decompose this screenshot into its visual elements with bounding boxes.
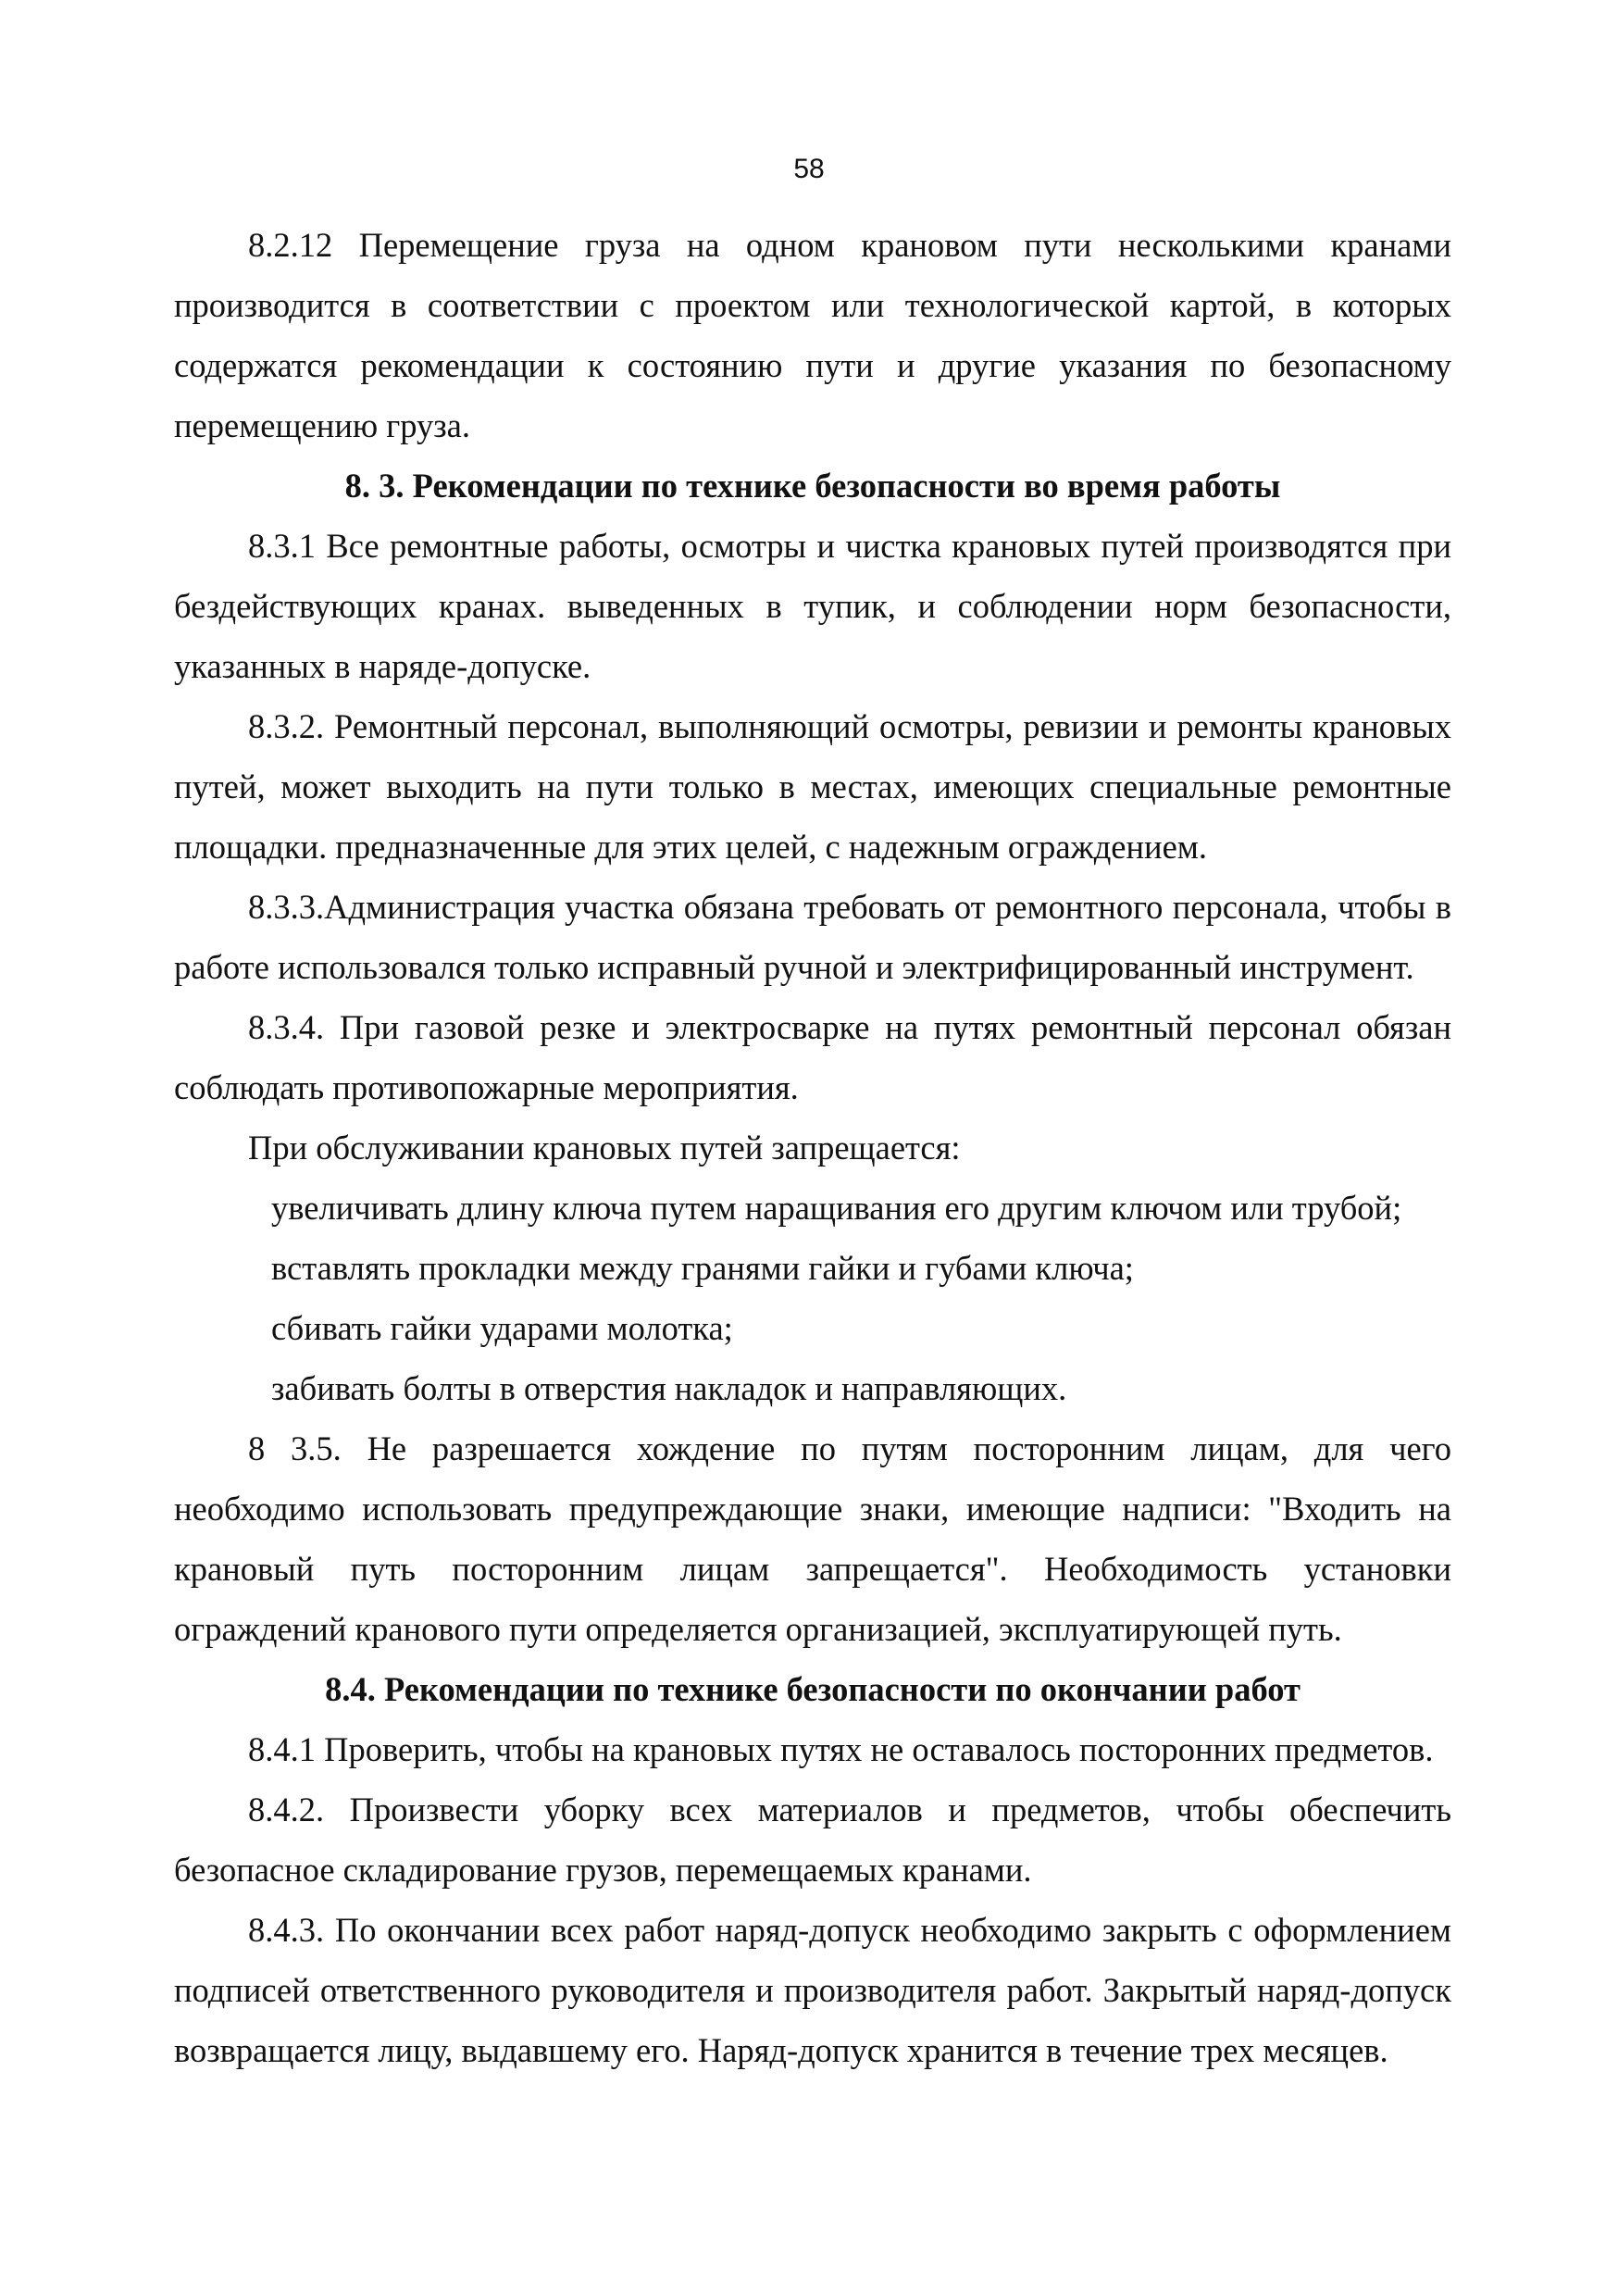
paragraph-8-4-1: 8.4.1 Проверить, чтобы на крановых путях не оставалось посторонних предметов.: [248, 1730, 1434, 1768]
paragraph-8-3-4: 8.3.4. При газовой резке и электросварке на путях ремонтный персонал обязан соблюдать противопожарные мероприятия.: [174, 1008, 1451, 1106]
paragraph-8-2-12: 8.2.12 Перемещение груза на одном крановом пути несколькими кранами производится в соответствии с проектом или технологической картой, в которых содержатся рекомендации к состоянию пути и другие указания по безопасному перемещению груза.: [174, 226, 1451, 444]
paragraph-8-4-3: 8.4.3. По окончании всех работ наряд-допуск необходимо закрыть с оформлением подписей ответственного руководителя и производителя работ. Закрытый наряд-допуск возвращается лицу, выдавшему его. Наряд-допуск хранится в течение трех месяцев.: [174, 1911, 1451, 2069]
paragraph-8-3-2: 8.3.2. Ремонтный персонал, выполняющий осмотры, ревизии и ремонты крановых путей, может выходить на пути только в местах, имеющих специальные ремонтные площадки. предназначенные для этих целей, с надежным ограждением.: [174, 707, 1451, 866]
prohibition-item: вставлять прокладки между гранями гайки и губами ключа;: [271, 1249, 1134, 1287]
paragraph-8-3-1: 8.3.1 Все ремонтные работы, осмотры и чистка крановых путей производятся при бездействующих кранах. выведенных в тупик, и соблюдении норм безопасности, указанных в наряде-допуске.: [174, 527, 1451, 685]
paragraph-8-4-2: 8.4.2. Произвести уборку всех материалов и предметов, чтобы обеспечить безопасное складирование грузов, перемещаемых кранами.: [174, 1791, 1451, 1889]
page-content: [174, 215, 1451, 2080]
prohibition-item: забивать болты в отверстия накладок и направляющих.: [271, 1369, 1067, 1407]
section-heading-8-4: 8.4. Рекомендации по технике безопасности по окончании работ: [325, 1670, 1301, 1708]
paragraph-8-3-3: 8.3.3.Администрация участка обязана требовать от ремонтного персонала, чтобы в работе использовался только исправный ручной и электрифицированный инструмент.: [174, 888, 1451, 986]
prohibitions-intro: При обслуживании крановых путей запрещается:: [248, 1129, 961, 1167]
page-number: 58: [793, 154, 825, 184]
section-heading-8-3: 8. 3. Рекомендации по технике безопасности во время работы: [344, 467, 1281, 505]
prohibition-item: сбивать гайки ударами молотка;: [271, 1309, 733, 1347]
prohibition-item: увеличивать длину ключа путем наращивания его другим ключом или трубой;: [271, 1189, 1402, 1227]
paragraph-8-3-5: 8 3.5. Не разрешается хождение по путям посторонним лицам, для чего необходимо использовать предупреждающие знаки, имеющие надписи: "Входить на крановый путь посторонним лицам запрещается". Необходимость установки ограждений кранового пути определяется организацией, эксплуатирующей путь.: [174, 1429, 1451, 1648]
